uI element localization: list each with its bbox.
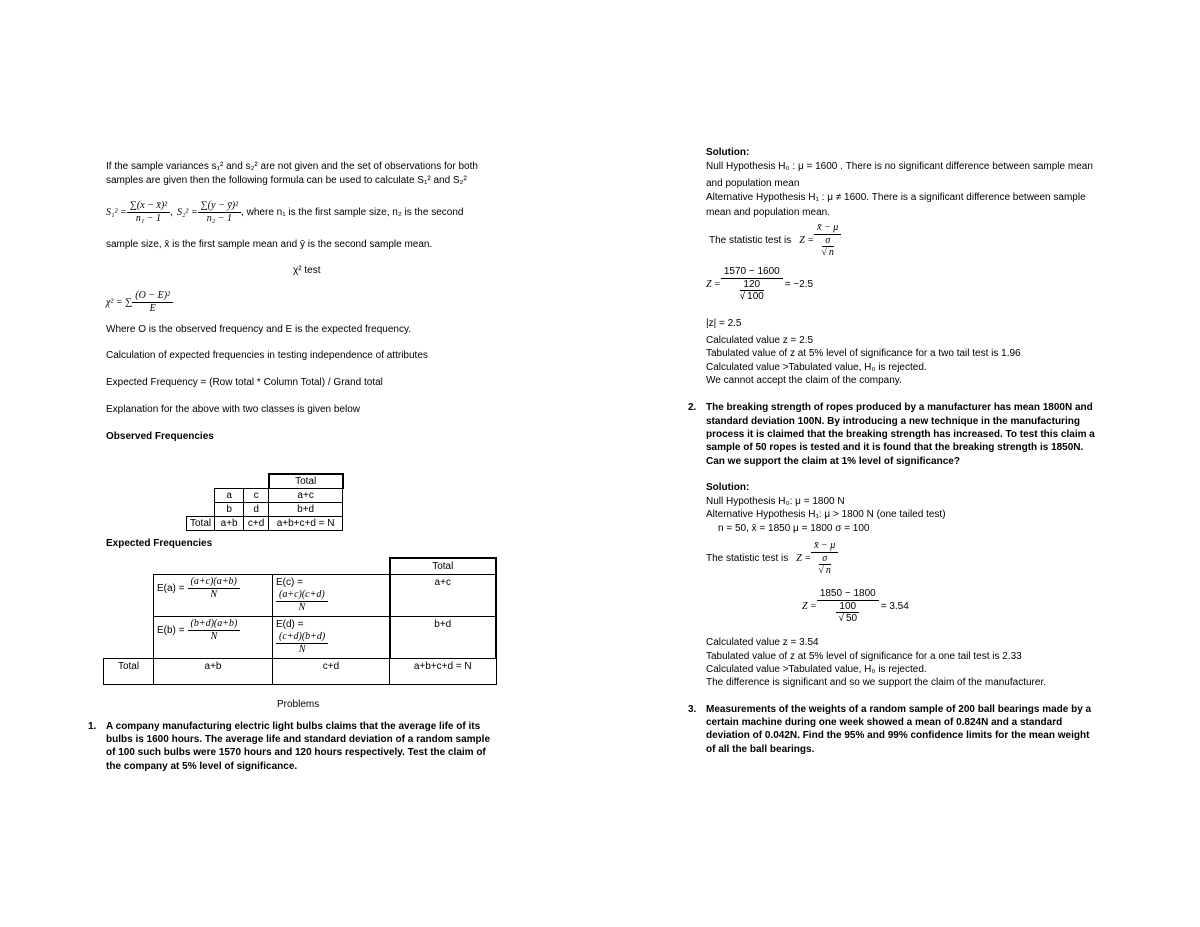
s2-z-calculation bbox=[802, 588, 909, 625]
s2-fraction bbox=[198, 200, 241, 224]
observed-cell: a+b+c+d = N bbox=[269, 517, 343, 531]
s1-null-hypothesis-2: and population mean bbox=[706, 178, 800, 189]
s1-calc-inner-fraction bbox=[737, 279, 767, 303]
c2-total-cell: c+d bbox=[273, 659, 390, 685]
ec-denominator: N bbox=[298, 601, 306, 613]
c1-total-cell: a+b bbox=[154, 659, 273, 685]
variance-formula bbox=[106, 200, 463, 224]
s1-alt-hypothesis-2: mean and population mean. bbox=[706, 207, 830, 218]
ec-label: E(c) = bbox=[276, 577, 303, 588]
problem-1-number: 1. bbox=[88, 721, 97, 732]
chi-fraction bbox=[132, 290, 173, 314]
observed-cell: a+b bbox=[215, 517, 244, 531]
s1-abs-z: |z| = 2.5 bbox=[706, 318, 742, 329]
ed-denominator: N bbox=[298, 643, 306, 655]
empty-cell bbox=[215, 474, 244, 489]
solution-2-heading: Solution: bbox=[706, 482, 750, 493]
problem-1-line-4: the company at 5% level of significance. bbox=[106, 761, 298, 772]
s1-calc-sqrt: 100 bbox=[747, 291, 764, 302]
problem-2-line-4: sample of 50 ropes is tested and it is found that the breaking strength is 1850N. bbox=[706, 442, 1084, 453]
r1-total-cell: a+c bbox=[390, 575, 497, 617]
explanation-text: Explanation for the above with two classes is given below bbox=[106, 404, 361, 415]
s1-denominator: n₁ − 1 bbox=[135, 212, 162, 224]
empty-cell bbox=[154, 558, 273, 575]
z-denominator bbox=[812, 553, 837, 577]
problem-2-line-5: Can we support the claim at 1% level of significance? bbox=[706, 456, 960, 467]
observed-cell: b+d bbox=[269, 503, 343, 517]
chi-square-heading: χ² test bbox=[293, 265, 321, 276]
problem-3-line-1: Measurements of the weights of a random sample of 200 ball bearings made by a bbox=[706, 704, 1092, 715]
s2-given-values: n = 50, x̄ = 1850 μ = 1800 σ = 100 bbox=[718, 523, 870, 534]
s2-calc-sqrt: 50 bbox=[845, 613, 858, 624]
problem-1-line-1: A company manufacturing electric light bulbs claims that the average life of its bbox=[106, 721, 481, 732]
expected-frequencies-heading: Expected Frequencies bbox=[106, 538, 213, 549]
s2-conclusion: The difference is significant and so we support the claim of the manufacturer. bbox=[706, 677, 1046, 688]
s1-calc-den-top: 120 bbox=[740, 279, 763, 292]
problem-2-number: 2. bbox=[688, 402, 697, 413]
intro-line-2: samples are given then the following formula can be used to calculate S₁² and S₂² bbox=[106, 175, 467, 186]
ed-numerator: (c+d)(b+d) bbox=[276, 631, 328, 644]
s1-conclusion: We cannot accept the claim of the company. bbox=[706, 375, 902, 386]
problem-1-line-3: of 100 such bulbs were 1570 hours and 120 hours respectively. Test the claim of bbox=[106, 747, 486, 758]
problem-1-line-2: bulbs is 1600 hours. The average life and standard deviation of a random sample bbox=[106, 734, 490, 745]
chi-numerator: (O − E)² bbox=[132, 290, 173, 303]
ea-cell bbox=[154, 575, 273, 617]
ea-fraction bbox=[188, 576, 240, 600]
s2-comparison: Calculated value >Tabulated value, H₀ is rejected. bbox=[706, 664, 927, 675]
observed-frequencies-heading: Observed Frequencies bbox=[106, 431, 214, 442]
problem-3-line-3: deviation of 0.042N. Find the 95% and 99% confidence limits for the mean weight bbox=[706, 730, 1090, 741]
empty-cell bbox=[273, 558, 390, 575]
observed-cell: Total bbox=[187, 517, 215, 531]
eb-label: E(b) = bbox=[157, 624, 185, 636]
empty-cell bbox=[187, 503, 215, 517]
problem-2-line-1: The breaking strength of ropes produced by a manufacturer has mean 1800N and bbox=[706, 402, 1093, 413]
z-sigma: σ bbox=[822, 235, 833, 248]
s2-calculated-value: Calculated value z = 3.54 bbox=[706, 637, 819, 648]
eb-cell bbox=[154, 617, 273, 659]
z-sqrt-n: n bbox=[825, 565, 831, 576]
ea-denominator: N bbox=[210, 588, 217, 600]
eb-denominator: N bbox=[210, 630, 218, 642]
expected-total-header: Total bbox=[390, 558, 497, 575]
z-inner-fraction bbox=[815, 553, 834, 577]
s2-calc-lhs: Z = bbox=[802, 600, 817, 612]
s2-lhs: S₂² = bbox=[176, 206, 198, 218]
empty-cell bbox=[104, 575, 154, 617]
s1-calc-numerator: 1570 − 1600 bbox=[721, 266, 783, 279]
calculation-text: Calculation of expected frequencies in testing independence of attributes bbox=[106, 350, 428, 361]
statistic-label: The statistic test is bbox=[709, 234, 792, 246]
observed-cell: c bbox=[244, 489, 269, 503]
z-fraction bbox=[814, 222, 841, 259]
ec-fraction bbox=[276, 589, 328, 613]
ed-fraction bbox=[276, 631, 328, 655]
eb-fraction bbox=[188, 618, 241, 642]
observed-cell: a bbox=[215, 489, 244, 503]
s2-denominator: n₂ − 1 bbox=[206, 212, 232, 224]
expected-frequency-formula: Expected Frequency = (Row total * Column Total) / Grand total bbox=[106, 377, 383, 388]
chi-lhs: χ² = ∑ bbox=[106, 296, 133, 308]
s2-calc-numerator: 1850 − 1800 bbox=[817, 588, 879, 601]
z-sigma: σ bbox=[819, 553, 830, 566]
empty-cell bbox=[104, 617, 154, 659]
empty-cell bbox=[187, 474, 215, 489]
problems-heading: Problems bbox=[277, 699, 320, 710]
s1-statistic-formula bbox=[709, 222, 841, 259]
s1-lhs: S₁² = bbox=[106, 206, 127, 218]
eb-numerator: (b+d)(a+b) bbox=[188, 618, 241, 631]
problem-2-line-2: standard deviation 100N. By introducing a new technique in the manufacturing bbox=[706, 416, 1080, 427]
problem-3-line-2: certain machine during one week showed a mean of 0.824N and a standard bbox=[706, 717, 1063, 728]
z-equals: Z = bbox=[799, 234, 815, 246]
z-fraction bbox=[811, 540, 838, 577]
r2-total-cell: b+d bbox=[390, 617, 497, 659]
solution-1-heading: Solution: bbox=[706, 147, 750, 158]
s1-numerator: ∑(x − x̄)² bbox=[127, 200, 170, 213]
s2-tabulated-value: Tabulated value of z at 5% level of significance for a one tail test is 2.33 bbox=[706, 651, 1022, 662]
problem-3-number: 3. bbox=[688, 704, 697, 715]
observed-cell: a+c bbox=[269, 489, 343, 503]
observed-frequencies-table bbox=[186, 473, 344, 531]
z-denominator bbox=[815, 235, 840, 259]
z-equals: Z = bbox=[796, 552, 812, 564]
ed-label: E(d) = bbox=[276, 619, 304, 630]
s2-calc-sqrt-wrap: √ 50 bbox=[838, 613, 858, 624]
expected-frequencies-table bbox=[103, 557, 497, 685]
z-numerator: x̄ − μ bbox=[811, 540, 838, 553]
s1-calc-result: = −2.5 bbox=[784, 278, 814, 290]
s1-alt-hypothesis-1: Alternative Hypothesis H₁ : μ ≠ 1600. There is a significant difference between sample bbox=[706, 192, 1086, 203]
observed-total-header: Total bbox=[269, 474, 343, 489]
s1-tabulated-value: Tabulated value of z at 5% level of significance for a two tail test is 1.96 bbox=[706, 348, 1021, 359]
s1-calculated-value: Calculated value z = 2.5 bbox=[706, 335, 814, 346]
s1-calc-sqrt-wrap: √ 100 bbox=[739, 291, 764, 302]
s2-calc-denominator bbox=[832, 601, 863, 625]
where-text-2: sample size, x̄ is the first sample mean and ȳ is the second sample mean. bbox=[106, 239, 433, 250]
s1-calc-denominator bbox=[734, 279, 770, 303]
z-sqrt-n: n bbox=[828, 247, 834, 258]
empty-cell bbox=[104, 558, 154, 575]
chi-denominator: E bbox=[149, 302, 156, 314]
observed-cell: b bbox=[215, 503, 244, 517]
s2-numerator: ∑(y − ȳ)² bbox=[198, 200, 241, 213]
where-text-1: , where n₁ is the first sample size, n₂ is the second bbox=[241, 206, 464, 218]
empty-cell bbox=[244, 474, 269, 489]
observed-cell: c+d bbox=[244, 517, 269, 531]
s1-fraction bbox=[127, 200, 170, 224]
s2-alt-hypothesis: Alternative Hypothesis H₁: μ > 1800 N (one tailed test) bbox=[706, 509, 946, 520]
s2-statistic-formula bbox=[706, 540, 838, 577]
chi-where-text: Where O is the observed frequency and E is the expected frequency. bbox=[106, 324, 411, 335]
z-inner-fraction bbox=[818, 235, 837, 259]
formula-separator: , bbox=[170, 206, 173, 218]
s1-z-calculation bbox=[706, 266, 813, 303]
empty-cell bbox=[187, 489, 215, 503]
grand-total-cell: a+b+c+d = N bbox=[390, 659, 497, 685]
s2-calc-fraction bbox=[817, 588, 879, 625]
s2-calc-inner-fraction bbox=[835, 601, 860, 625]
z-sqrt-wrap: √ n bbox=[818, 565, 831, 576]
ea-numerator: (a+c)(a+b) bbox=[188, 576, 240, 589]
s1-calc-lhs: Z = bbox=[706, 278, 721, 290]
s2-calc-den-top: 100 bbox=[836, 601, 859, 614]
problem-3-line-4: of all the ball bearings. bbox=[706, 744, 815, 755]
s2-calc-result: = 3.54 bbox=[880, 600, 909, 612]
s1-comparison: Calculated value >Tabulated value, H₀ is rejected. bbox=[706, 362, 927, 373]
problem-2-line-3: process it is claimed that the breaking strength has increased. To test this claim a bbox=[706, 429, 1095, 440]
s1-calc-fraction bbox=[721, 266, 783, 303]
statistic-label: The statistic test is bbox=[706, 552, 789, 564]
z-sqrt-wrap: √ n bbox=[821, 247, 834, 258]
observed-cell: d bbox=[244, 503, 269, 517]
ea-label: E(a) = bbox=[157, 582, 185, 594]
total-label-cell: Total bbox=[104, 659, 154, 685]
chi-square-formula bbox=[106, 290, 173, 314]
ec-cell bbox=[273, 575, 390, 617]
s2-null-hypothesis: Null Hypothesis H₀: μ = 1800 N bbox=[706, 496, 845, 507]
ec-numerator: (a+c)(c+d) bbox=[276, 589, 328, 602]
z-numerator: x̄ − μ bbox=[814, 222, 841, 235]
s1-null-hypothesis-1: Null Hypothesis H₀ : μ = 1600 . There is no significant difference between sample mean bbox=[706, 161, 1093, 172]
intro-line-1: If the sample variances s₁² and s₂² are not given and the set of observations for both bbox=[106, 161, 478, 172]
ed-cell bbox=[273, 617, 390, 659]
